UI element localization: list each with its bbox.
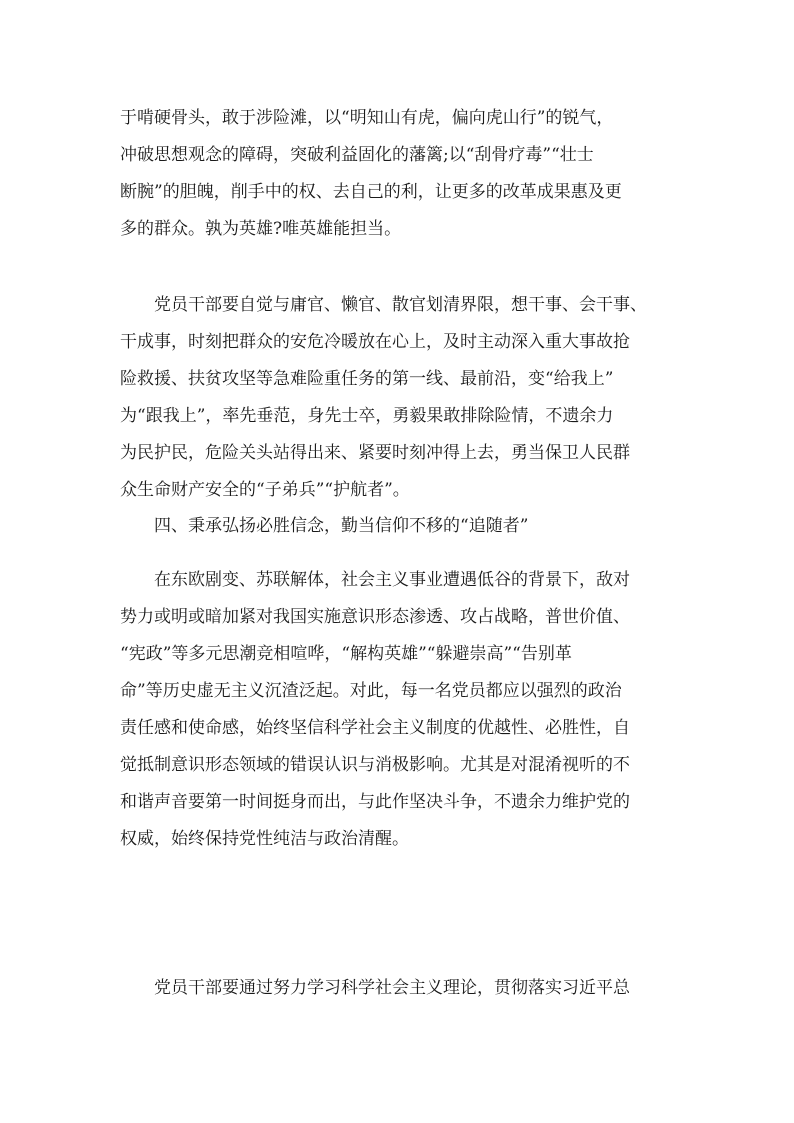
- text-line: “宪政”等多元思潮竞相喧哗，“解构英雄”“躲避崇高”“告别革: [120, 644, 572, 664]
- text-line: 权威，始终保持党性纯洁与政治清醒。: [120, 829, 409, 849]
- heading-line: 四、秉承弘扬必胜信念，勤当信仰不移的“追随者”: [120, 516, 529, 536]
- text-line: 于啃硬骨头，敢于涉险滩，以“明知山有虎，偏向虎山行”的锐气，: [120, 108, 614, 128]
- text-line: 冲破思想观念的障碍，突破利益固化的藩篱;以“刮骨疗毒”“壮士: [120, 145, 594, 165]
- paragraph-ideology: [120, 562, 680, 858]
- text-line: 多的群众。孰为英雄?唯英雄能担当。: [120, 219, 402, 239]
- paragraph-cadre-duty: [120, 287, 680, 509]
- text-line: 众生命财产安全的“子弟兵”“护航者”。: [120, 480, 410, 500]
- text-line: 势力或明或暗加紧对我国实施意识形态渗透、攻占战略，普世价值、: [120, 607, 630, 627]
- text-line: 责任感和使命感，始终坚信科学社会主义制度的优越性、必胜性，自: [120, 718, 630, 738]
- text-line: 和谐声音要第一时间挺身而出，与此作坚决斗争，不遗余力维护党的: [120, 792, 630, 812]
- paragraph-courage: [120, 100, 680, 248]
- paragraph-study-theory: [120, 970, 680, 1007]
- text-line: 命”等历史虚无主义沉渣泛起。对此，每一名党员都应以强烈的政治: [120, 681, 622, 701]
- text-line: 觉抵制意识形态领域的错误认识与消极影响。尤其是对混淆视听的不: [120, 755, 630, 775]
- text-line: 险救援、扶贫攻坚等急难险重任务的第一线、最前沿，变“给我上”: [120, 369, 614, 389]
- text-line: 为民护民，危险关头站得出来、紧要时刻冲得上去，勇当保卫人民群: [120, 443, 630, 463]
- text-line: 党员干部要自觉与庸官、懒官、散官划清界限，想干事、会干事、: [120, 295, 647, 315]
- text-line: 断腕”的胆魄，削手中的权、去自己的利，让更多的改革成果惠及更: [120, 182, 622, 202]
- section-heading: [120, 508, 680, 545]
- text-line: 干成事，时刻把群众的安危冷暖放在心上，及时主动深入重大事故抢: [120, 332, 630, 352]
- text-line: 在东欧剧变、苏联解体，社会主义事业遭遇低谷的背景下，敌对: [120, 570, 630, 590]
- text-line: 党员干部要通过努力学习科学社会主义理论，贯彻落实习近平总: [120, 978, 630, 998]
- text-line: 为“跟我上”，率先垂范，身先士卒，勇毅果敢排除险情，不遗余力: [120, 406, 614, 426]
